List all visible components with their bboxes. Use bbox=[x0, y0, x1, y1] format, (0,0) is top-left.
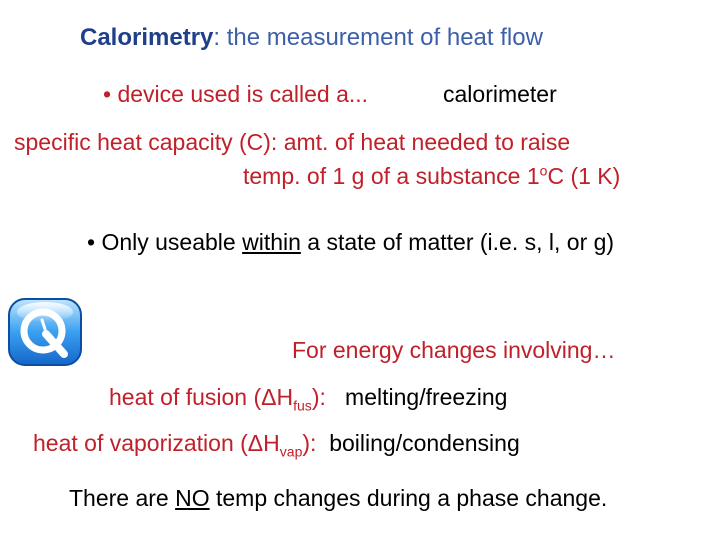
specific-heat-line-1: specific heat capacity (C): amt. of heat needed to raise bbox=[14, 129, 571, 155]
device-answer: calorimeter bbox=[443, 81, 557, 107]
fusion-label-prefix: heat of fusion (ΔH bbox=[109, 384, 294, 410]
bullet-state-suffix: a state of matter (i.e. s, l, or g) bbox=[307, 229, 615, 255]
no-temp-prefix: There are bbox=[69, 485, 169, 511]
fusion-label bbox=[109, 384, 326, 414]
bullet-marker: • bbox=[103, 81, 112, 107]
title-term: Calorimetry bbox=[80, 24, 214, 51]
bullet-state-underlined: within bbox=[242, 229, 301, 255]
vaporization-value: boiling/condensing bbox=[329, 430, 520, 456]
fusion-value: melting/freezing bbox=[345, 384, 508, 410]
bullet-device bbox=[103, 80, 368, 108]
title-rest: : the measurement of heat flow bbox=[213, 24, 543, 51]
energy-changes-heading: For energy changes involving… bbox=[292, 337, 616, 363]
fusion-label-suffix: ): bbox=[311, 384, 326, 410]
degree-superscript: o bbox=[539, 162, 548, 179]
quicktime-icon[interactable] bbox=[6, 296, 84, 368]
specific-heat-line-2-suffix: C (1 K) bbox=[547, 163, 621, 189]
bullet-device-text: device used is called a... bbox=[117, 81, 369, 107]
fusion-row bbox=[109, 383, 508, 414]
vaporization-label bbox=[33, 430, 317, 460]
vaporization-label-suffix: ): bbox=[302, 430, 317, 456]
bullet-state-prefix: Only useable bbox=[101, 229, 236, 255]
vaporization-row bbox=[33, 429, 520, 460]
vaporization-subscript: vap bbox=[279, 443, 303, 460]
no-temp-suffix: temp changes during a phase change. bbox=[216, 485, 608, 511]
no-temp-change-note bbox=[69, 484, 607, 512]
bullet-state-of-matter bbox=[87, 228, 614, 256]
specific-heat-line-2-prefix: temp. of 1 g of a substance 1 bbox=[243, 163, 540, 189]
specific-heat-line-2 bbox=[243, 162, 620, 190]
vaporization-label-prefix: heat of vaporization (ΔH bbox=[33, 430, 280, 456]
no-temp-underlined: NO bbox=[175, 485, 210, 511]
fusion-subscript: fus bbox=[293, 397, 312, 414]
bullet-marker: • bbox=[87, 229, 96, 255]
page-title bbox=[80, 24, 543, 52]
